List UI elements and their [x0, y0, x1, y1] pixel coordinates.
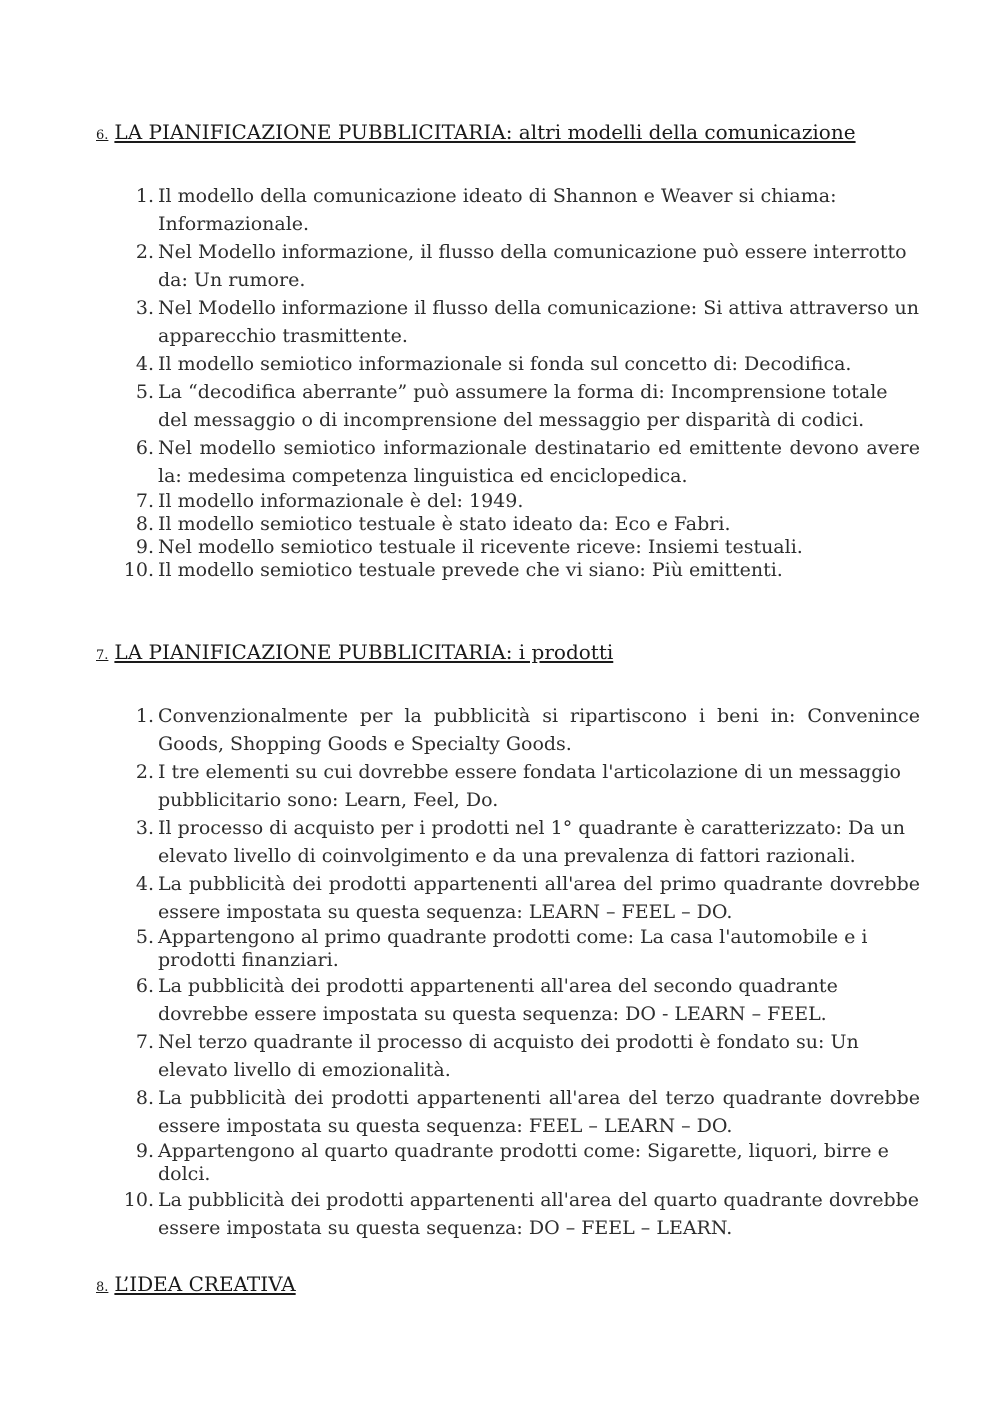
list-item: [120, 972, 920, 1028]
item-text: Nel Modello informazione il flusso della comunicazione: Si attiva attraverso un apparecchio trasmittente.: [158, 297, 919, 347]
list-item: [120, 870, 920, 926]
item-number: 5.: [135, 381, 154, 403]
item-text: Il processo di acquisto per i prodotti nel 1° quadrante è caratterizzato: Da un elevato livello di coinvolgimento e da una prevalenza di fattori razionali.: [158, 817, 906, 867]
list-item: [120, 1186, 920, 1242]
item-text: Nel Modello informazione, il flusso della comunicazione può essere interrotto da: Un rumore.: [158, 241, 907, 291]
section-number: 6.: [96, 128, 109, 143]
item-number: 7.: [135, 1031, 154, 1053]
section-title: LA PIANIFICAZIONE PUBBLICITARIA: i prodotti: [114, 640, 614, 664]
item-text: La “decodifica aberrante” può assumere la forma di: Incomprensione totale del messaggio o di incomprensione del messaggio per disparità di codici.: [158, 381, 888, 431]
list-item: [120, 1140, 920, 1186]
list-item: [120, 182, 920, 238]
list-item: [120, 238, 920, 294]
item-text: Il modello semiotico testuale prevede che vi siano: Più emittenti.: [158, 559, 783, 581]
question-list-section-7: [120, 702, 920, 1242]
item-text: Il modello semiotico testuale è stato ideato da: Eco e Fabri.: [158, 513, 731, 535]
item-number: 5.: [135, 926, 154, 948]
item-text: Nel modello semiotico informazionale destinatario ed emittente devono avere la: medesima competenza linguistica ed enciclopedica.: [158, 437, 920, 487]
item-number: 6.: [135, 437, 154, 459]
item-number: 9.: [135, 536, 154, 558]
item-text: La pubblicità dei prodotti appartenenti all'area del secondo quadrante dovrebbe essere impostata su questa sequenza: DO - LEARN – FEEL.: [158, 975, 838, 1025]
item-number: 2.: [135, 241, 154, 263]
section-number: 8.: [96, 1280, 109, 1295]
list-item: [120, 758, 920, 814]
item-text: Il modello della comunicazione ideato di Shannon e Weaver si chiama: Informazionale.: [158, 185, 837, 235]
section-heading-8: [96, 1272, 296, 1296]
item-number: 9.: [135, 1140, 154, 1162]
item-number: 3.: [135, 817, 154, 839]
item-number: 1.: [135, 185, 154, 207]
item-number: 7.: [135, 490, 154, 512]
item-number: 4.: [135, 353, 154, 375]
list-item: [120, 536, 920, 559]
item-text: La pubblicità dei prodotti appartenenti all'area del primo quadrante dovrebbe essere impostata su questa sequenza: LEARN – FEEL – DO.: [158, 873, 920, 923]
item-text: La pubblicità dei prodotti appartenenti all'area del terzo quadrante dovrebbe essere impostata su questa sequenza: FEEL – LEARN – DO.: [158, 1087, 920, 1137]
list-item: [120, 378, 920, 434]
section-heading-6: [96, 120, 856, 144]
item-text: Convenzionalmente per la pubblicità si ripartiscono i beni in: Convenince Goods, Shopping Goods e Specialty Goods.: [158, 705, 920, 755]
item-number: 6.: [135, 975, 154, 997]
item-text: Appartengono al quarto quadrante prodotti come: Sigarette, liquori, birre e dolci.: [158, 1140, 889, 1185]
item-number: 8.: [135, 513, 154, 535]
list-item: [120, 702, 920, 758]
item-number: 3.: [135, 297, 154, 319]
item-number: 1.: [135, 705, 154, 727]
list-item: [120, 814, 920, 870]
question-list-section-6: [120, 182, 920, 582]
list-item: [120, 1028, 920, 1084]
list-item: [120, 350, 920, 378]
item-number: 10.: [123, 559, 154, 581]
list-item: [120, 490, 920, 513]
item-text: Nel modello semiotico testuale il ricevente riceve: Insiemi testuali.: [158, 536, 803, 558]
item-text: Nel terzo quadrante il processo di acquisto dei prodotti è fondato su: Un elevato livello di emozionalità.: [158, 1031, 859, 1081]
item-text: Il modello informazionale è del: 1949.: [158, 490, 524, 512]
list-item: [120, 513, 920, 536]
item-text: I tre elementi su cui dovrebbe essere fondata l'articolazione di un messaggio pubblicitario sono: Learn, Feel, Do.: [158, 761, 901, 811]
item-text: La pubblicità dei prodotti appartenenti all'area del quarto quadrante dovrebbe essere impostata su questa sequenza: DO – FEEL – LEARN.: [158, 1189, 920, 1239]
section-title: L’IDEA CREATIVA: [114, 1272, 296, 1296]
item-text: Il modello semiotico informazionale si fonda sul concetto di: Decodifica.: [158, 353, 852, 375]
list-item: [120, 294, 920, 350]
item-text: Appartengono al primo quadrante prodotti come: La casa l'automobile e i prodotti finanziari.: [158, 926, 868, 971]
item-number: 8.: [135, 1087, 154, 1109]
item-number: 2.: [135, 761, 154, 783]
list-item: [120, 559, 920, 582]
list-item: [120, 434, 920, 490]
section-number: 7.: [96, 648, 109, 663]
section-heading-7: [96, 640, 613, 664]
list-item: [120, 1084, 920, 1140]
item-number: 10.: [123, 1189, 154, 1211]
section-title: LA PIANIFICAZIONE PUBBLICITARIA: altri modelli della comunicazione: [114, 120, 856, 144]
item-number: 4.: [135, 873, 154, 895]
list-item: [120, 926, 920, 972]
